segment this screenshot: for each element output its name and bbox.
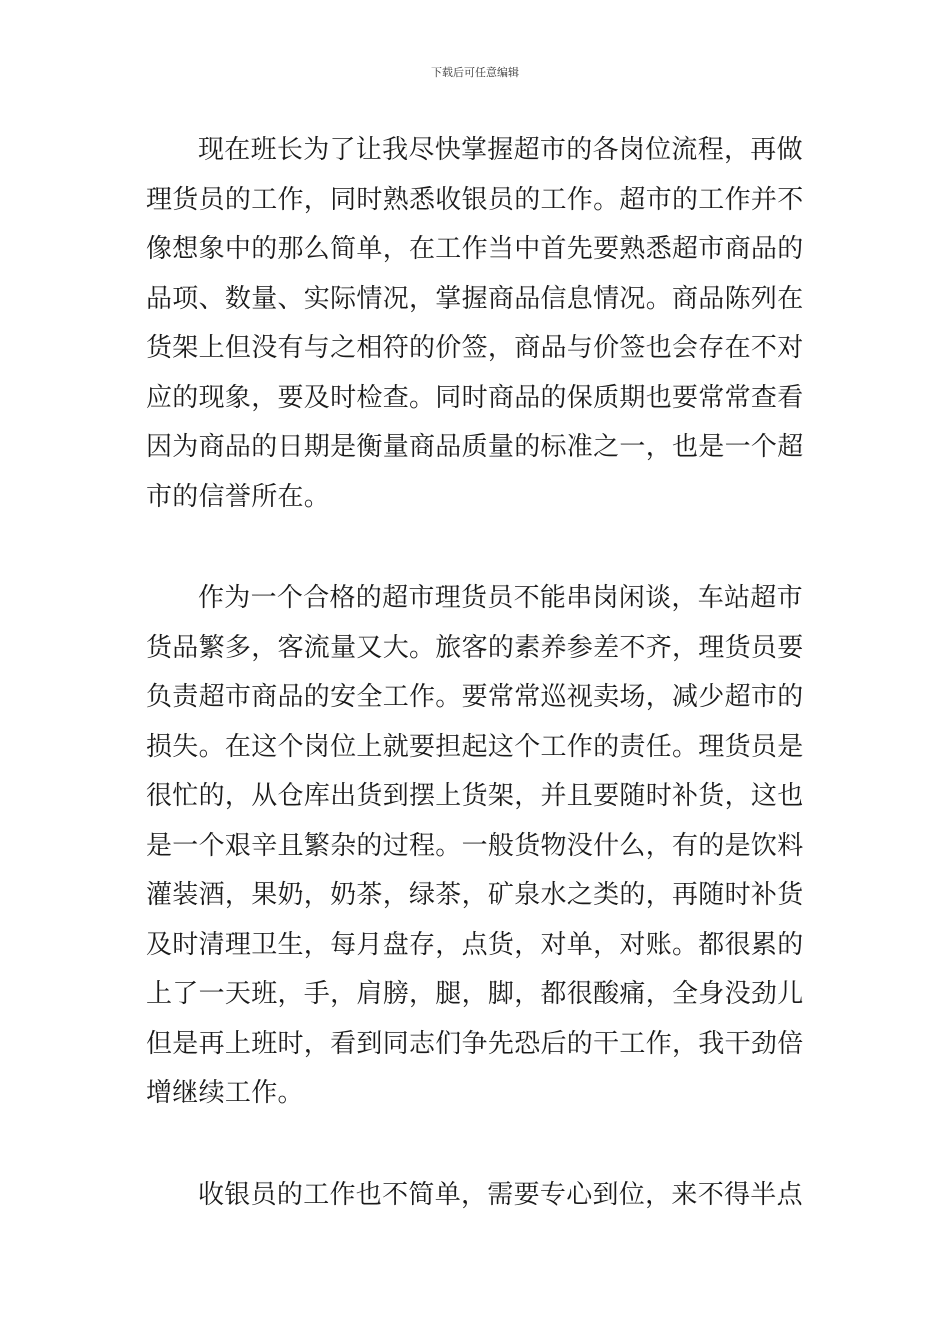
paragraph-line: 作为一个合格的超市理货员不能串岗闲谈，车站超市 — [198, 583, 803, 613]
paragraph-line: 上了一天班，手，肩膀，腿，脚，都很酸痛，全身没劲儿 — [146, 979, 804, 1009]
paragraph-line: 灌装酒，果奶，奶茶，绿茶，矿泉水之类的，再随时补货 — [146, 880, 804, 910]
paragraph-line: 因为商品的日期是衡量商品质量的标准之一，也是一个超 — [146, 432, 804, 462]
paragraph-line: 应的现象，要及时检查。同时商品的保质期也要常常查看 — [146, 382, 804, 413]
paragraph-line: 现在班长为了让我尽快掌握超市的各岗位流程，再做 — [198, 135, 803, 165]
paragraph-line: 是一个艰辛且繁杂的过程。一般货物没什么，有的是饮料 — [146, 830, 804, 861]
paragraph-line: 品项、数量、实际情况，掌握商品信息情况。商品陈列在 — [146, 283, 804, 314]
paragraph-2 — [146, 574, 816, 1119]
header-note: 下载后可任意编辑 — [431, 66, 519, 79]
paragraph-3 — [146, 1171, 816, 1221]
paragraph-line: 收银员的工作也不简单，需要专心到位，来不得半点 — [198, 1180, 803, 1210]
paragraph-line: 货架上但没有与之相符的价签，商品与价签也会存在不对 — [146, 333, 804, 363]
paragraph-line: 但是再上班时，看到同志们争先恐后的干工作，我干劲倍 — [146, 1028, 804, 1059]
paragraph-line: 货品繁多，客流量又大。旅客的素养参差不齐，理货员要 — [146, 632, 804, 663]
paragraph-line: 市的信誉所在。 — [146, 481, 331, 512]
paragraph-line: 负责超市商品的安全工作。要常常巡视卖场，减少超市的 — [146, 682, 804, 712]
paragraph-line: 很忙的，从仓库出货到摆上货架，并且要随时补货，这也 — [146, 781, 804, 811]
paragraph-line: 增继续工作。 — [146, 1078, 304, 1108]
paragraph-1 — [146, 126, 816, 522]
paragraph-line: 像想象中的那么简单，在工作当中首先要熟悉超市商品的 — [146, 234, 804, 264]
paragraph-line: 理货员的工作，同时熟悉收银员的工作。超市的工作并不 — [146, 184, 804, 215]
paragraph-line: 损失。在这个岗位上就要担起这个工作的责任。理货员是 — [146, 731, 804, 762]
paragraph-line: 及时清理卫生，每月盘存，点货，对单，对账。都很累的 — [146, 929, 804, 960]
